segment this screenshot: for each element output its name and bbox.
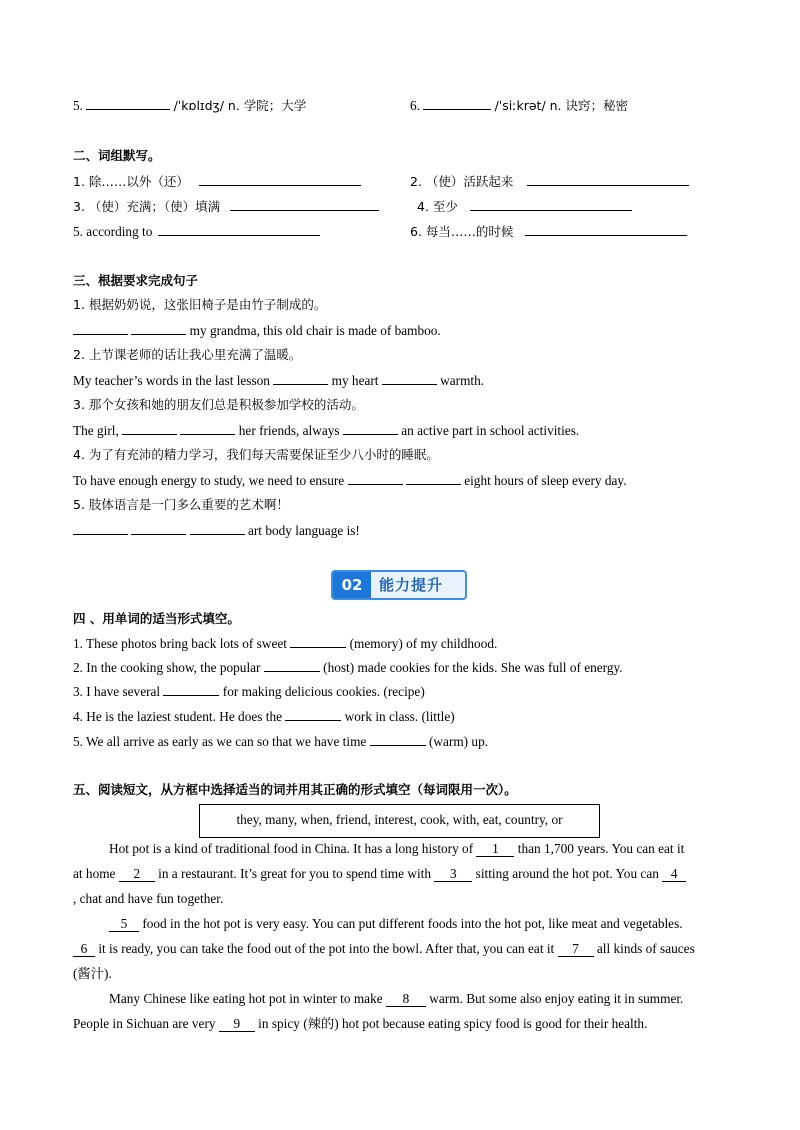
phrase-item-1: [73, 172, 361, 191]
passage-text: in spicy (辣的) hot pot because eating spicy food is good for their health.: [254, 1016, 648, 1031]
phrase-item-2-text: 2. （使）活跃起来: [410, 174, 514, 189]
phrase-blank-1[interactable]: [199, 172, 361, 186]
sentence-5-english-text: art body language is!: [244, 523, 360, 538]
fill-item-3-text-a: 3. I have several: [73, 684, 164, 699]
sentence-3-blank-a[interactable]: [122, 421, 177, 435]
fill-blank-1[interactable]: [290, 634, 346, 648]
fill-item-5-text-a: 5. We all arrive as early as we can so that we have time: [73, 734, 370, 749]
passage-text: food in the hot pot is very easy. You can put different foods into the hot pot, like meat and vegetables.: [139, 916, 683, 931]
fill-item-1-text-b: (memory) of my childhood.: [346, 636, 498, 651]
vocab-blank-6[interactable]: [423, 96, 491, 110]
sentence-3-text-c: an active part in school activities.: [397, 423, 580, 438]
section2-heading: 二、词组默写。: [73, 148, 161, 163]
vocab-item-6-phonetic: /ˈsiːkrət/ n. 诀窍；秘密: [494, 98, 628, 113]
sentence-3-blank-b[interactable]: [180, 421, 235, 435]
passage-blank-7[interactable]: 7: [558, 942, 594, 957]
sentence-5-blank-c[interactable]: [190, 521, 245, 535]
section4-heading: 四 、用单词的适当形式填空。: [73, 611, 240, 626]
sentence-2-blank-a[interactable]: [273, 371, 328, 385]
passage-text: in a restaurant. It’s great for you to spend time with: [154, 866, 435, 881]
passage-blank-6[interactable]: 6: [73, 942, 95, 957]
sentence-2-text-a: My teacher’s words in the last lesson: [73, 373, 274, 388]
vocab-item-6-number: 6.: [410, 98, 424, 113]
passage-text: it is ready, you can take the food out of the pot into the bowl. After that, you can eat it: [95, 941, 558, 956]
passage-blank-2[interactable]: 2: [119, 867, 155, 882]
passage-text: than 1,700 years. You can eat it: [514, 841, 685, 856]
fill-item-2-text-a: 2. In the cooking show, the popular: [73, 660, 264, 675]
passage-line-7: [73, 990, 729, 1015]
sentence-3-blank-c[interactable]: [343, 421, 398, 435]
phrase-blank-5[interactable]: [158, 222, 320, 236]
sentence-1-blank-b[interactable]: [131, 321, 186, 335]
phrase-blank-3[interactable]: [230, 197, 379, 211]
sentence-4-text-b: eight hours of sleep every day.: [460, 473, 627, 488]
phrase-blank-6[interactable]: [525, 222, 687, 236]
passage-line-3: [73, 890, 729, 915]
passage-line-1: [73, 840, 729, 865]
passage-line-4: [73, 915, 729, 940]
fill-item-1: [73, 634, 497, 653]
passage-text: at home: [73, 866, 119, 881]
phrase-item-5: [73, 222, 320, 241]
sentence-4-text-a: To have enough energy to study, we need to ensure: [73, 473, 348, 488]
sentence-5-chinese: 5. 肢体语言是一门多么重要的艺术啊！: [73, 497, 289, 512]
reading-passage: [73, 840, 729, 1040]
sentence-5-english: [73, 521, 360, 540]
sentence-2-english: [73, 371, 484, 390]
phrase-item-6-text: 6. 每当……的时候: [410, 224, 514, 239]
phrase-item-2: [410, 172, 689, 191]
passage-blank-9[interactable]: 9: [219, 1017, 255, 1032]
phrase-item-4: [417, 197, 632, 216]
phrase-item-1-text: 1. 除……以外（还）: [73, 174, 189, 189]
sentence-1-english-text: my grandma, this old chair is made of bamboo.: [186, 323, 441, 338]
vocab-item-5-phonetic: /ˈkɒlɪdʒ/ n. 学院；大学: [173, 98, 307, 113]
passage-text: Many Chinese like eating hot pot in winter to make: [109, 991, 386, 1006]
passage-blank-8[interactable]: 8: [386, 992, 426, 1007]
sentence-2-text-b: my heart: [328, 373, 382, 388]
fill-item-4-text-a: 4. He is the laziest student. He does the: [73, 709, 286, 724]
phrase-item-6: [410, 222, 687, 241]
fill-item-4-text-b: work in class. (little): [341, 709, 455, 724]
passage-blank-4[interactable]: 4: [662, 867, 686, 882]
fill-item-3: [73, 682, 425, 701]
fill-item-5-text-b: (warm) up.: [425, 734, 489, 749]
phrase-item-3: [73, 197, 379, 216]
sentence-1-english: [73, 321, 441, 340]
phrase-blank-4[interactable]: [470, 197, 632, 211]
sentence-3-text-b: her friends, always: [235, 423, 343, 438]
sentence-2-blank-b[interactable]: [382, 371, 437, 385]
phrase-blank-2[interactable]: [527, 172, 689, 186]
passage-blank-1[interactable]: 1: [476, 842, 514, 857]
fill-blank-3[interactable]: [163, 682, 219, 696]
fill-blank-5[interactable]: [370, 732, 426, 746]
sentence-3-chinese: 3. 那个女孩和她的朋友们总是积极参加学校的活动。: [73, 397, 364, 412]
passage-text: warm. But some also enjoy eating it in summer.: [425, 991, 684, 1006]
phrase-item-5-text: 5. according to: [73, 224, 153, 239]
fill-item-4: [73, 707, 455, 726]
fill-blank-4[interactable]: [285, 707, 341, 721]
passage-blank-3[interactable]: 3: [434, 867, 472, 882]
badge-title: 能力提升: [379, 576, 444, 594]
sentence-3-english: [73, 421, 579, 440]
passage-line-2: [73, 865, 729, 890]
badge-number: 02: [333, 572, 371, 598]
sentence-5-blank-a[interactable]: [73, 521, 128, 535]
sentence-4-blank-b[interactable]: [406, 471, 461, 485]
vocab-blank-5[interactable]: [86, 96, 170, 110]
passage-text: all kinds of sauces: [593, 941, 695, 956]
fill-item-2-text-b: (host) made cookies for the kids. She was full of energy.: [319, 660, 623, 675]
passage-text: People in Sichuan are very: [73, 1016, 219, 1031]
passage-text: , chat and have fun together.: [73, 891, 224, 906]
phrase-item-4-text: 4. 至少: [417, 199, 458, 214]
phrase-item-3-text: 3. （使）充满；（使）填满: [73, 199, 221, 214]
fill-blank-2[interactable]: [264, 658, 320, 672]
vocab-item-5-number: 5.: [73, 98, 87, 113]
sentence-2-text-c: warmth.: [436, 373, 485, 388]
sentence-4-english: [73, 471, 627, 490]
vocab-item-6: [410, 96, 628, 115]
fill-item-1-text-a: 1. These photos bring back lots of sweet: [73, 636, 291, 651]
passage-text: sitting around the hot pot. You can: [472, 866, 663, 881]
fill-item-3-text-b: for making delicious cookies. (recipe): [219, 684, 425, 699]
sentence-1-blank-a[interactable]: [73, 321, 128, 335]
sentence-4-chinese: 4. 为了有充沛的精力学习，我们每天需要保证至少八小时的睡眠。: [73, 447, 439, 462]
fill-item-5: [73, 732, 488, 751]
section-badge: [331, 570, 467, 600]
sentence-4-blank-a[interactable]: [348, 471, 403, 485]
sentence-1-chinese: 1. 根据奶奶说，这张旧椅子是由竹子制成的。: [73, 297, 327, 312]
passage-text: (酱汁).: [73, 966, 112, 981]
passage-line-6: [73, 965, 729, 990]
section3-heading: 三、根据要求完成句子: [73, 273, 199, 288]
sentence-3-text-a: The girl,: [73, 423, 123, 438]
fill-item-2: [73, 658, 623, 677]
word-bank-box: they, many, when, friend, interest, cook, with, eat, country, or: [199, 804, 600, 838]
passage-text: Hot pot is a kind of traditional food in China. It has a long history of: [109, 841, 477, 856]
sentence-2-chinese: 2. 上节课老师的话让我心里充满了温暖。: [73, 347, 302, 362]
passage-line-8: [73, 1015, 729, 1040]
sentence-5-blank-b[interactable]: [131, 521, 186, 535]
passage-line-5: [73, 940, 729, 965]
passage-blank-5[interactable]: 5: [109, 917, 139, 932]
section5-heading: 五、阅读短文，从方框中选择适当的词并用其正确的形式填空（每词限用一次）。: [73, 782, 517, 797]
vocab-item-5: [73, 96, 306, 115]
